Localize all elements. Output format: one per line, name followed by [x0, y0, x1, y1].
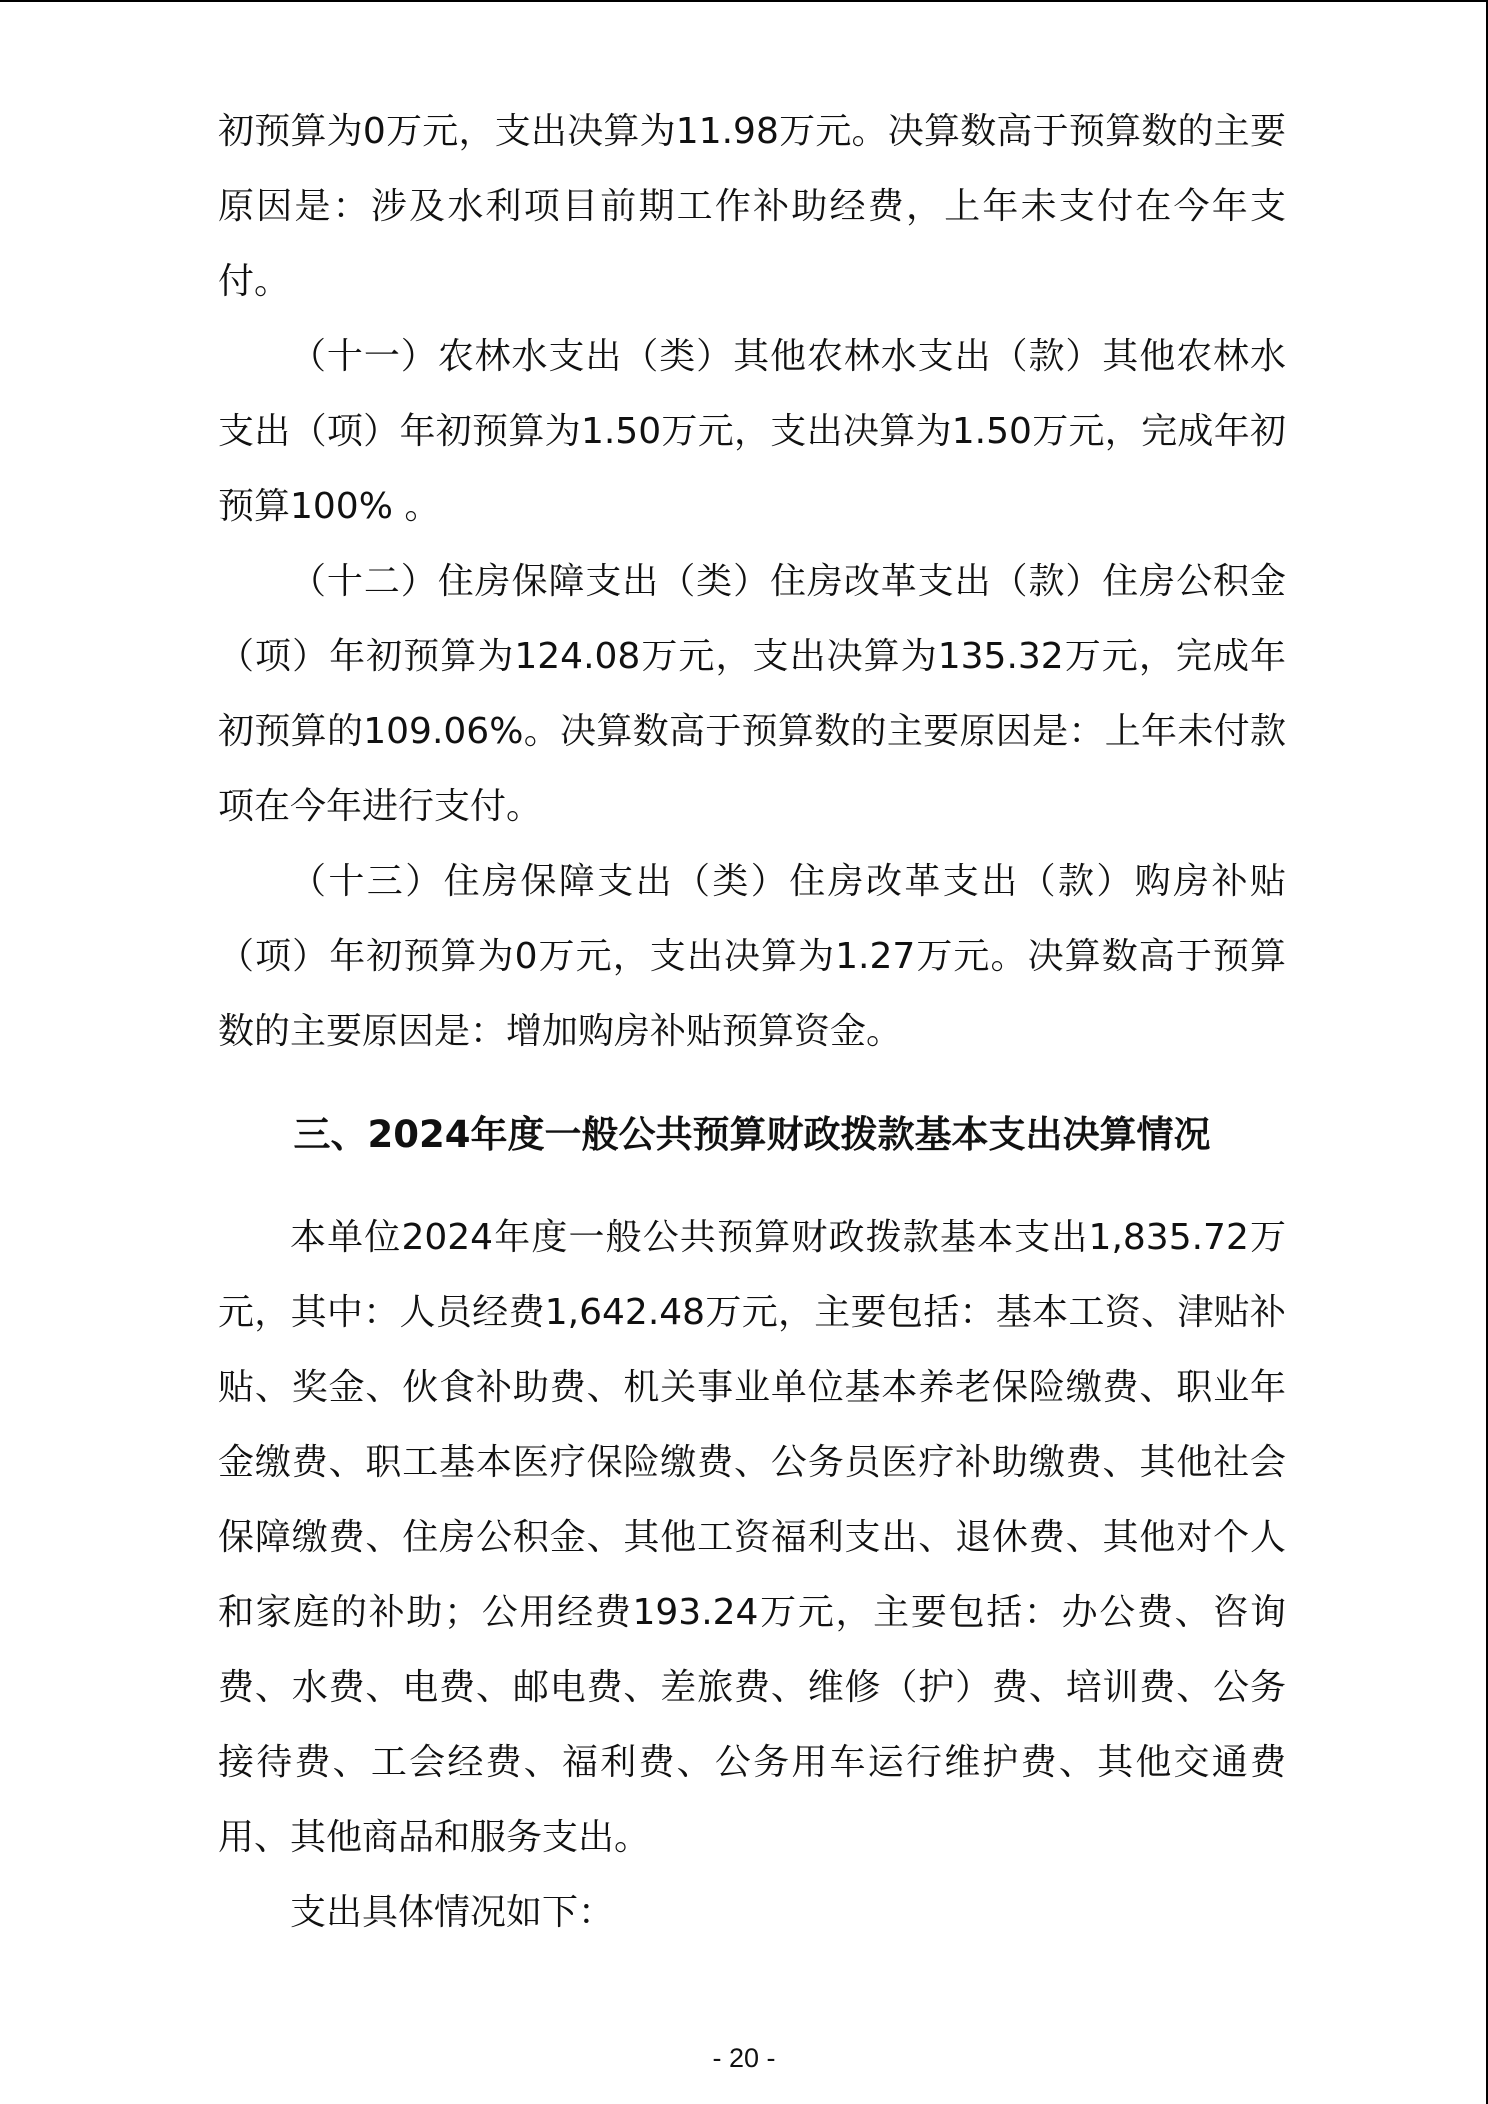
- page-number: - 20 -: [712, 2043, 776, 2073]
- document-body: [218, 94, 1286, 1950]
- para-details-intro: 支出具体情况如下：: [290, 1892, 615, 1933]
- para-continuation: 初预算为0万元，支出决算为11.98万元。决算数高于预算数的主要原因是：涉及水利项目前期工作补助经费，上年未支付在今年支付。: [218, 111, 1286, 302]
- para-item-11: （十一）农林水支出（类）其他农林水支出（款）其他农林水支出（项）年初预算为1.50万元，支出决算为1.50万元，完成年初预算100% 。: [218, 336, 1286, 527]
- para-basic-expenditure: 本单位2024年度一般公共预算财政拨款基本支出1,835.72万元，其中：人员经费1,642.48万元，主要包括：基本工资、津贴补贴、奖金、伙食补助费、机关事业单位基本养老保险缴费、职业年金缴费、职工基本医疗保险缴费、公务员医疗补助缴费、其他社会保障缴费、住房公积金、其他工资福利支出、退休费、其他对个人和家庭的补助；公用经费193.24万元，主要包括：办公费、咨询费、水费、电费、邮电费、差旅费、维修（护）费、培训费、公务接待费、工会经费、福利费、公务用车运行维护费、其他交通费用、其他商品和服务支出。: [218, 1217, 1286, 1858]
- section-heading: 三、2024年度一般公共预算财政拨款基本支出决算情况: [293, 1113, 1211, 1156]
- para-item-12: （十二）住房保障支出（类）住房改革支出（款）住房公积金（项）年初预算为124.08万元，支出决算为135.32万元，完成年初预算的109.06%。决算数高于预算数的主要原因是：上年未付款项在今年进行支付。: [218, 561, 1286, 827]
- para-item-13: （十三）住房保障支出（类）住房改革支出（款）购房补贴（项）年初预算为0万元，支出决算为1.27万元。决算数高于预算数的主要原因是：增加购房补贴预算资金。: [218, 861, 1286, 1052]
